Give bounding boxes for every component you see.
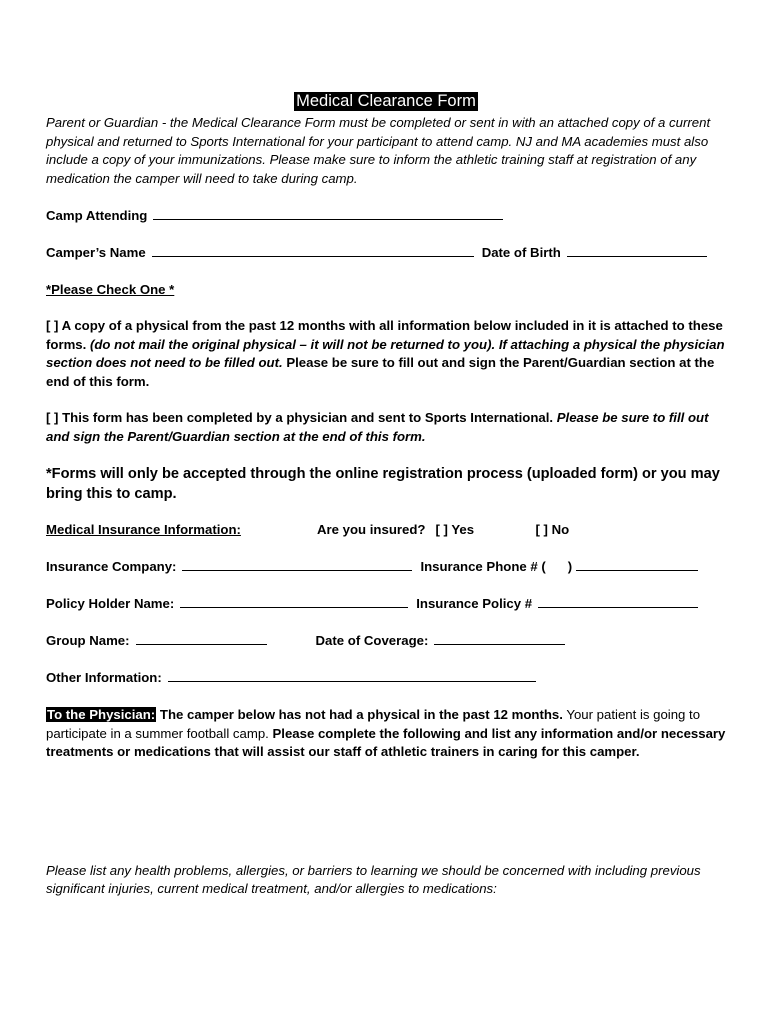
camp-attending-field[interactable] <box>153 207 503 220</box>
insurance-phone-field[interactable] <box>576 558 698 571</box>
form-page <box>46 92 726 899</box>
option-physician-text: This form has been completed by a physician and sent to Sports International. <box>62 410 554 425</box>
other-information-field[interactable] <box>168 669 536 682</box>
option-physical-checkbox[interactable]: [ ] <box>46 318 59 333</box>
insurance-heading: Medical Insurance Information: <box>46 522 241 537</box>
title-wrap <box>46 92 726 111</box>
insured-no-checkbox[interactable]: [ ] No <box>535 522 570 537</box>
date-of-coverage-label: Date of Coverage: <box>315 633 429 648</box>
camp-attending-row <box>46 207 726 225</box>
physician-text-3: Please complete the following and list any information and/or necessary treatments or medications that will assist our staff of athletic trainers in caring for this camper. <box>46 725 726 759</box>
insured-row <box>46 521 726 539</box>
are-you-insured-label: Are you insured? <box>317 522 426 537</box>
check-one-label: *Please Check One * <box>46 282 175 297</box>
camp-attending-label: Camp Attending <box>46 208 148 223</box>
insurance-company-field[interactable] <box>182 558 412 571</box>
option-physical-note: (do not mail the original physical – it will not be returned to you). If attaching a physical the physician section does not need to be filled out. <box>46 336 725 370</box>
insured-yes-checkbox[interactable]: [ ] Yes <box>435 522 475 537</box>
date-of-coverage-field[interactable] <box>434 632 565 645</box>
physician-paragraph <box>46 706 726 762</box>
form-title: Medical Clearance Form <box>296 92 476 110</box>
insurance-phone-close: ) <box>567 559 573 574</box>
option-physical-text: A copy of a physical from the past 12 months with all information below included in it is attached to these forms. <box>46 318 723 352</box>
policy-holder-row <box>46 595 726 613</box>
physician-label: To the Physician: <box>47 707 156 722</box>
option-physician-note: Please be sure to fill out and sign the Parent/Guardian section at the end of this form. <box>46 410 709 444</box>
physician-text-1: The camper below has not had a physical in the past 12 months. <box>159 707 563 722</box>
campers-name-row <box>46 244 726 262</box>
campers-name-field[interactable] <box>152 244 474 257</box>
policy-holder-label: Policy Holder Name: <box>46 596 175 611</box>
forms-note: *Forms will only be accepted through the online registration process (uploaded form) or you may bring this to camp. <box>46 466 720 502</box>
policy-number-field[interactable] <box>538 595 698 608</box>
insurance-company-row <box>46 558 726 576</box>
option-physical-attached <box>46 317 726 391</box>
group-name-row <box>46 632 726 650</box>
group-name-label: Group Name: <box>46 633 130 648</box>
insurance-phone-label: Insurance Phone # ( <box>420 559 546 574</box>
group-name-field[interactable] <box>136 632 267 645</box>
option-physician-checkbox[interactable]: [ ] <box>46 410 59 425</box>
other-information-label: Other Information: <box>46 670 162 685</box>
campers-name-label: Camper’s Name <box>46 245 146 260</box>
intro-paragraph: Parent or Guardian - the Medical Clearance Form must be completed or sent in with an attached copy of a current physical and returned to Sports International for your participant to attend camp. NJ and MA academies must also include a copy of your immunizations. Please make sure to inform the athletic training staff at registration of any medication the camper will need to take during camp. <box>46 115 711 186</box>
date-of-birth-field[interactable] <box>567 244 707 257</box>
option-physician-completed <box>46 409 726 446</box>
health-problems-prompt: Please list any health problems, allergies, or barriers to learning we should be concerned with including previous significant injuries, current medical treatment, and/or allergies to medications: <box>46 862 701 896</box>
date-of-birth-label: Date of Birth <box>481 245 561 260</box>
physician-text-2: Your patient is going to participate in a summer football camp. <box>46 707 701 741</box>
other-information-row <box>46 669 726 687</box>
policy-holder-field[interactable] <box>180 595 408 608</box>
insurance-company-label: Insurance Company: <box>46 559 177 574</box>
policy-number-label: Insurance Policy # <box>416 596 533 611</box>
option-physical-sign-note: Please be sure to fill out and sign the Parent/Guardian section at the end of this form. <box>46 355 715 389</box>
